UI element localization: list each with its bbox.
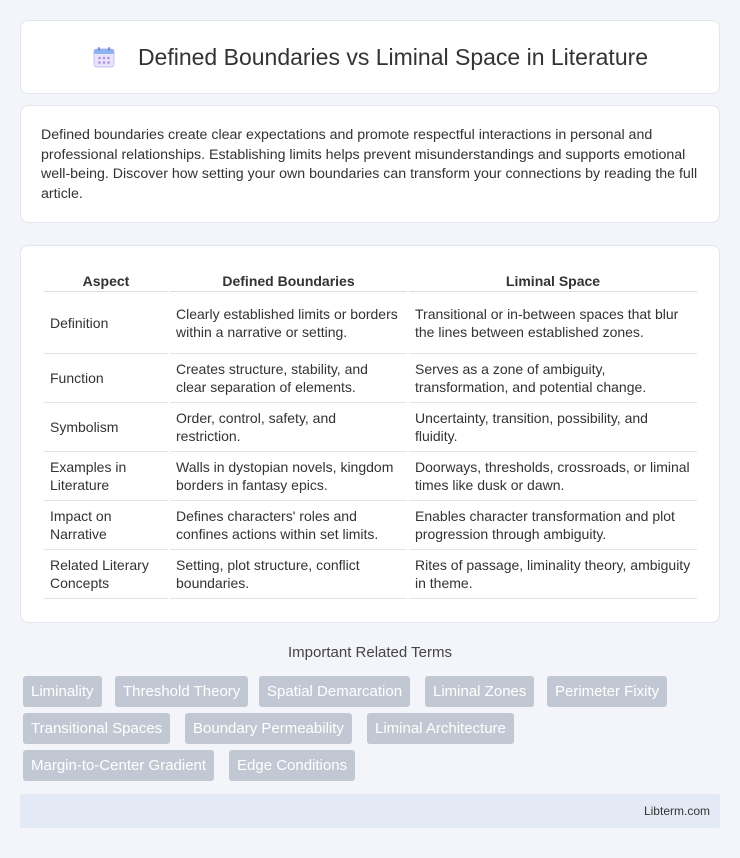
related-terms-title: Important Related Terms — [288, 644, 452, 661]
table-row — [44, 452, 697, 501]
row-aspect: Symbolism — [44, 403, 168, 452]
table-row — [44, 403, 697, 452]
intro-card — [20, 105, 720, 223]
header-card — [20, 20, 720, 94]
comparison-table — [42, 266, 699, 599]
header-aspect: Aspect — [44, 266, 168, 292]
header-liminal-space: Liminal Space — [409, 266, 697, 292]
row-liminal: Rites of passage, liminality theory, ambiguity in theme. — [409, 550, 697, 599]
tag-threshold-theory[interactable]: Threshold Theory — [115, 676, 248, 707]
row-liminal: Enables character transformation and plot progression through ambiguity. — [409, 501, 697, 550]
table-row — [44, 501, 697, 550]
tag-spatial-demarcation[interactable]: Spatial Demarcation — [259, 676, 410, 707]
row-liminal: Doorways, thresholds, crossroads, or liminal times like dusk or dawn. — [409, 452, 697, 501]
table-header-row — [44, 266, 697, 292]
table-row — [44, 550, 697, 599]
header-defined-boundaries: Defined Boundaries — [170, 266, 407, 292]
tag-liminal-architecture[interactable]: Liminal Architecture — [367, 713, 514, 744]
calendar-icon — [92, 45, 116, 69]
row-liminal: Uncertainty, transition, possibility, and fluidity. — [409, 403, 697, 452]
tag-liminality[interactable]: Liminality — [23, 676, 102, 707]
row-aspect: Definition — [44, 292, 168, 354]
footer-brand[interactable]: Libterm.com — [643, 804, 710, 818]
page-title: Defined Boundaries vs Liminal Space in Literature — [137, 43, 649, 70]
row-aspect: Function — [44, 354, 168, 403]
tag-boundary-permeability[interactable]: Boundary Permeability — [185, 713, 352, 744]
tag-perimeter-fixity[interactable]: Perimeter Fixity — [547, 676, 667, 707]
tag-margin-to-center-gradient[interactable]: Margin-to-Center Gradient — [23, 750, 214, 781]
table-row — [44, 292, 697, 354]
tag-edge-conditions[interactable]: Edge Conditions — [229, 750, 355, 781]
row-aspect: Impact on Narrative — [44, 501, 168, 550]
row-defined: Clearly established limits or borders within a narrative or setting. — [170, 292, 407, 354]
table-row — [44, 354, 697, 403]
row-defined: Creates structure, stability, and clear separation of elements. — [170, 354, 407, 403]
row-liminal: Transitional or in-between spaces that blur the lines between established zones. — [409, 292, 697, 354]
tag-liminal-zones[interactable]: Liminal Zones — [425, 676, 534, 707]
comparison-table-card — [20, 245, 720, 623]
row-aspect: Examples in Literature — [44, 452, 168, 501]
row-defined: Defines characters' roles and confines actions within set limits. — [170, 501, 407, 550]
tag-transitional-spaces[interactable]: Transitional Spaces — [23, 713, 170, 744]
row-aspect: Related Literary Concepts — [44, 550, 168, 599]
row-defined: Walls in dystopian novels, kingdom borders in fantasy epics. — [170, 452, 407, 501]
row-defined: Setting, plot structure, conflict boundaries. — [170, 550, 407, 599]
footer — [20, 794, 720, 828]
row-liminal: Serves as a zone of ambiguity, transformation, and potential change. — [409, 354, 697, 403]
row-defined: Order, control, safety, and restriction. — [170, 403, 407, 452]
intro-text: Defined boundaries create clear expectations and promote respectful interactions in personal and professional relationships. Establishing limits helps prevent misunderstandings and supports emotional well-being. Discover how setting your own boundaries can transform your connections by reading the full article. — [41, 127, 698, 202]
